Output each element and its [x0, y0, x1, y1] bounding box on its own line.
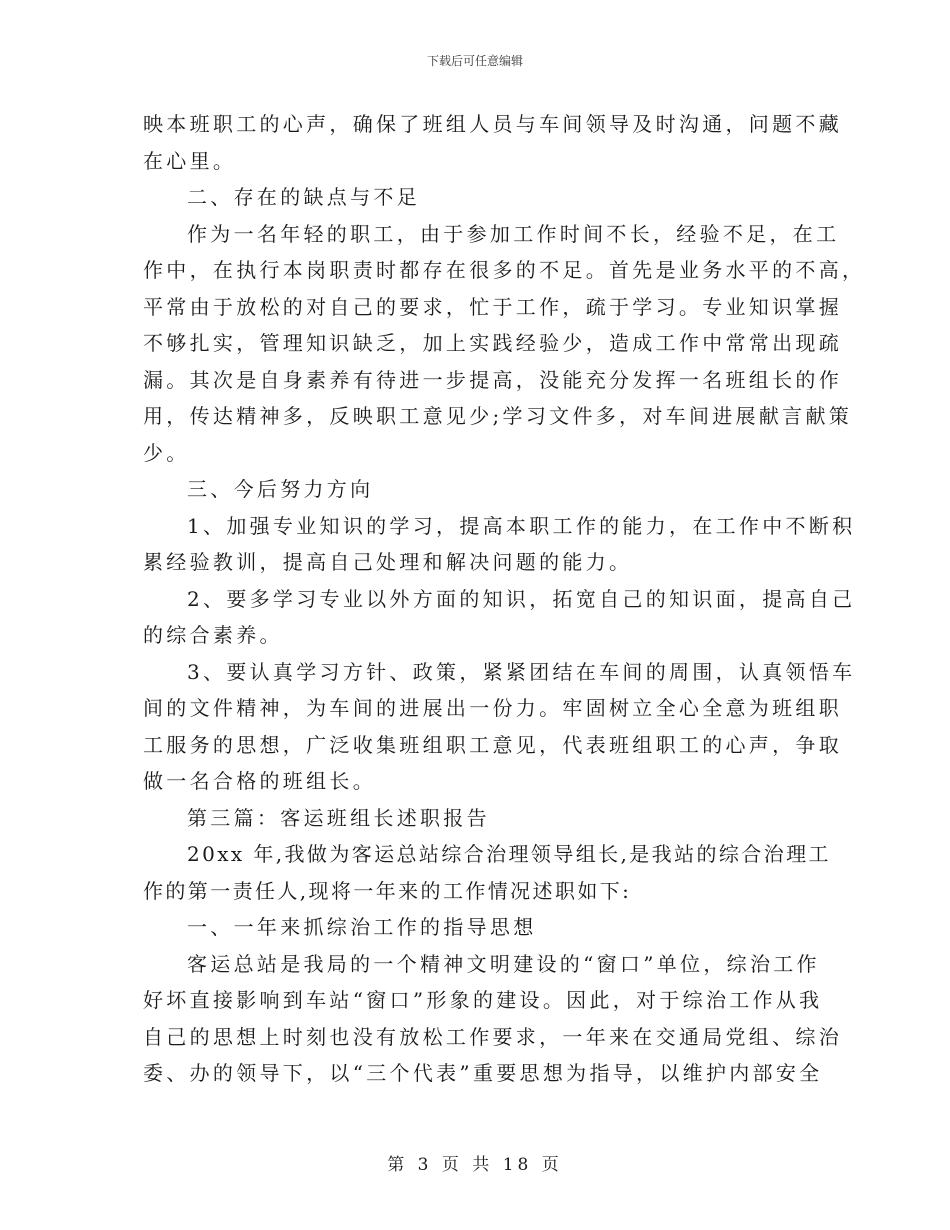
text-line: 客运总站是我局的一个精神文明建设的“窗口”单位，综治工作 [187, 951, 820, 976]
text-line: 映本班职工的心声，确保了班组人员与车间领导及时沟通，问题不藏 [143, 112, 842, 136]
document-body [143, 106, 866, 1092]
text-line: 间的文件精神，为车间的进展出一份力。牢固树立全心全意为班组职 [143, 696, 842, 720]
text-line: 二、存在的缺点与不足 [187, 185, 420, 209]
text-line: 第三篇：客运班组长述职报告 [187, 805, 490, 830]
text-line: 平常由于放松的对自己的要求，忙于工作，疏于学习。专业知识掌握 [143, 294, 842, 319]
text-line: 漏。其次是自身素养有待进一步提高，没能充分发挥一名班组长的作 [143, 367, 842, 392]
text-line: 不够扎实，管理知识缺乏，加上实践经验少，造成工作中常常出现疏 [143, 331, 842, 355]
text-line: 3、要认真学习方针、政策，紧紧团结在车间的周围，认真领悟车 [187, 659, 856, 684]
text-line: 三、今后努力方向 [187, 477, 374, 501]
text-line: 用，传达精神多，反映职工意见少;学习文件多，对车间进展献言献策 [143, 404, 853, 428]
text-line: 工服务的思想，广泛收集班组职工意见，代表班组职工的心声，争取 [143, 732, 842, 757]
text-line: 做一名合格的班组长。 [143, 769, 376, 793]
page-header: 下载后可任意编辑 [426, 54, 523, 68]
text-line: 少。 [143, 440, 190, 465]
text-line: 委、办的领导下，以“三个代表”重要思想为指导，以维护内部安全 [143, 1061, 823, 1085]
text-line: 作中，在执行本岗职责时都存在很多的不足。首先是业务水平的不高， [143, 258, 866, 282]
text-line: 2、要多学习专业以外方面的知识，拓宽自己的知识面，提高自己 [187, 586, 856, 611]
text-line: 的综合素养。 [143, 623, 283, 647]
text-line: 1、加强专业知识的学习，提高本职工作的能力，在工作中不断积 [187, 513, 856, 538]
text-line: 作的第一责任人,现将一年来的工作情况述职如下: [143, 878, 632, 903]
text-line: 20xx 年,我做为客运总站综合治理领导组长,是我站的综合治理工 [187, 842, 831, 866]
text-line: 一、一年来抓综治工作的指导思想 [187, 915, 537, 939]
page-footer: 第 3 页 共 18 页 [387, 1155, 563, 1175]
text-line: 在心里。 [143, 148, 237, 173]
text-line: 累经验教训，提高自己处理和解决问题的能力。 [143, 550, 633, 574]
text-line: 自己的思想上时刻也没有放松工作要求，一年来在交通局党组、综治 [143, 1024, 842, 1049]
text-line: 作为一名年轻的职工，由于参加工作时间不长，经验不足，在工 [187, 221, 840, 246]
text-line: 好坏直接影响到车站“窗口”形象的建设。因此，对于综治工作从我 [143, 988, 823, 1012]
